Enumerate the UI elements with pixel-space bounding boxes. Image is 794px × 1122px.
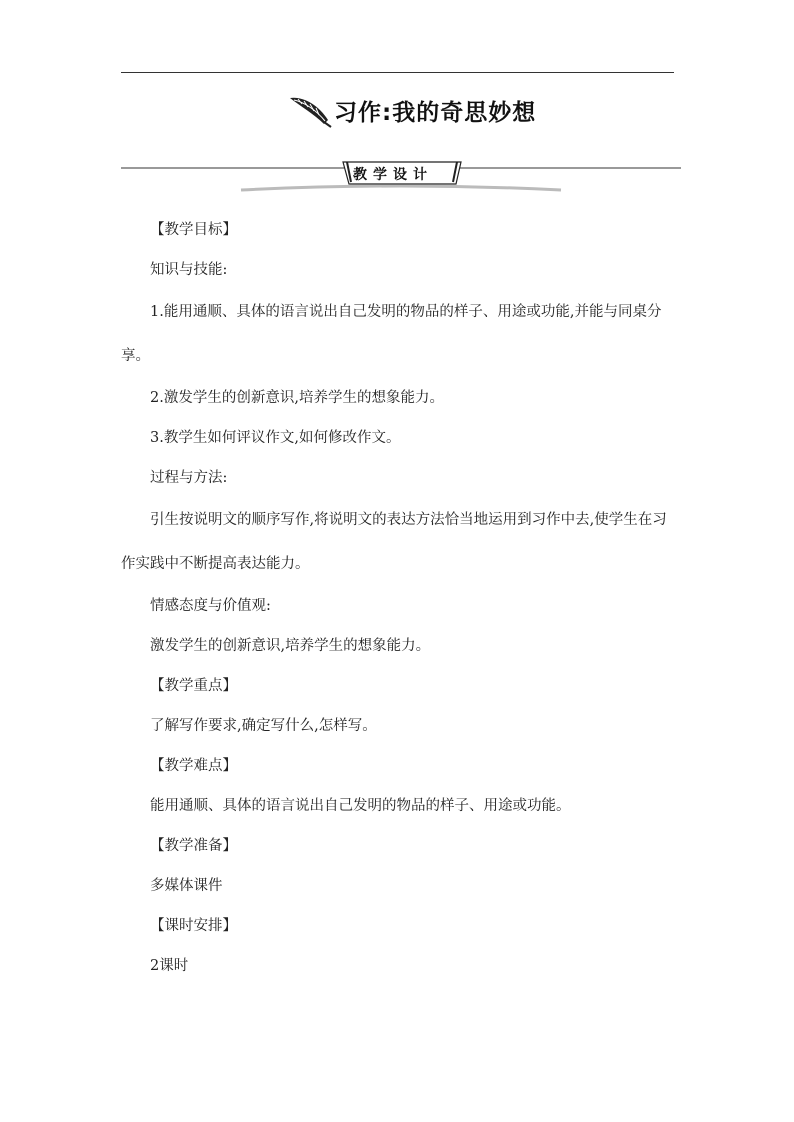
subheading-process: 过程与方法: — [150, 470, 228, 486]
page-title: 习作:我的奇思妙想 — [334, 100, 537, 126]
heading-schedule: 【课时安排】 — [150, 918, 237, 934]
title-block — [0, 92, 794, 132]
subheading-attitude: 情感态度与价值观: — [150, 598, 271, 614]
key-points-paragraph: 了解写作要求,确定写什么,怎样写。 — [150, 718, 377, 734]
schedule-paragraph: 2课时 — [150, 958, 189, 974]
attitude-paragraph: 激发学生的创新意识,培养学生的想象能力。 — [150, 638, 431, 654]
goal-item-2: 2.激发学生的创新意识,培养学生的想象能力。 — [150, 390, 444, 406]
subheading-knowledge: 知识与技能: — [150, 262, 228, 278]
heading-difficulties: 【教学难点】 — [150, 758, 237, 774]
difficulties-paragraph: 能用通顺、具体的语言说出自己发明的物品的样子、用途或功能。 — [150, 798, 571, 814]
process-paragraph: 引生按说明文的顺序写作,将说明文的表达方法恰当地运用到习作中去,使学生在习作实践中不断提高表达能力。 — [121, 512, 667, 572]
goal-item-3: 3.教学生如何评议作文,如何修改作文。 — [150, 430, 401, 446]
top-rule — [121, 72, 674, 73]
document-body — [121, 210, 681, 986]
goal-item-1: 1.能用通顺、具体的语言说出自己发明的物品的样子、用途或功能,并能与同桌分享。 — [121, 304, 662, 364]
heading-preparation: 【教学准备】 — [150, 838, 237, 854]
heading-teaching-goals: 【教学目标】 — [150, 222, 237, 238]
banner-label: 教学设计 — [353, 167, 433, 183]
heading-key-points: 【教学重点】 — [150, 678, 237, 694]
preparation-paragraph: 多媒体课件 — [150, 878, 223, 894]
quill-pen-icon — [288, 94, 332, 128]
